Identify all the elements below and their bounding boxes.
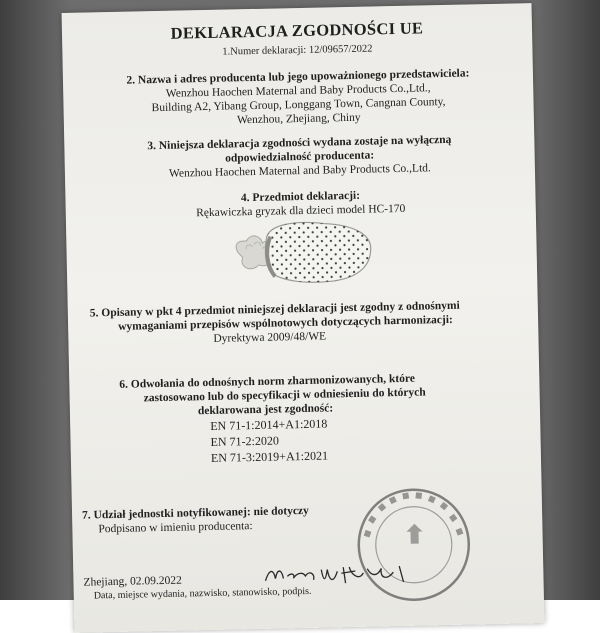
signed-on-behalf-line: Podpisano w imieniu producenta: [98, 520, 253, 536]
responsibility-heading-2: odpowiedzialność producenta: [225, 149, 375, 165]
declaration-number: 1.Numer deklaracji: 12/09657/2022 [222, 43, 373, 58]
section-standards [69, 369, 541, 469]
place-and-date: Zhejiang, 02.09.2022 [83, 574, 182, 589]
section-compliance [68, 297, 539, 349]
subject-heading: 4. Przedmiot deklaracji: [240, 189, 361, 205]
standards-line-1: 6. Odwołania do odnośnych norm zharmonizowanych, które [119, 372, 416, 391]
section-responsibility [64, 131, 535, 183]
subject-value: Rękawiczka gryzak dla dzieci model HC-170 [196, 202, 406, 220]
compliance-line-2: wymaganiami przepisów wspólnotowych dotyczących harmonizacji: [118, 313, 453, 333]
declaration-sheet [62, 3, 545, 633]
standards-line-2: zastosowano lub do specyfikacji w odniesieniu do których [143, 386, 426, 405]
compliance-line-1: 5. Opisany w pkt 4 przedmiot niniejszej deklaracji jest zgodny z odnośnymi [89, 299, 460, 320]
product-mitten-image [224, 214, 375, 289]
signature-caption: Data, miejsce wydania, nazwisko, stanowisko, podpis. [93, 585, 312, 602]
producer-line-1: Wenzhou Haochen Maternal and Baby Products Co.,Ltd., [165, 82, 431, 100]
section-signature-footer [73, 566, 553, 604]
responsibility-heading-1: 3. Niniejsza deklaracja zgodności wydana zostaje na wyłączną [147, 133, 452, 153]
section-producer-heading: 2. Nazwa i adres producenta lub jego upoważnionego przedstawiciela: [126, 67, 470, 87]
standards-line-3: deklarowana jest zgodność: [197, 402, 334, 418]
responsibility-value: Wenzhou Haochen Maternal and Baby Products Co.,Ltd. [168, 162, 431, 180]
compliance-directive: Dyrektywa 2009/48/WE [213, 330, 327, 345]
producer-line-2: Building A2, Yibang Group, Longgang Town, Cangnan County, [151, 95, 446, 115]
standard-item: EN 71-1:2014+A1:2018 [210, 416, 328, 433]
section-producer [63, 65, 534, 131]
standard-item: EN 71-3:2019+A1:2021 [210, 448, 329, 465]
document-title: DEKLARACJA ZGODNOŚCI UE [170, 18, 424, 43]
notified-body-line: 7. Udział jednostki notyfikowanej: nie dotyczy [81, 504, 309, 522]
producer-line-3: Wenzhou, Zhejiang, Chiny [236, 111, 361, 127]
standard-item: EN 71-2:2020 [210, 433, 280, 449]
